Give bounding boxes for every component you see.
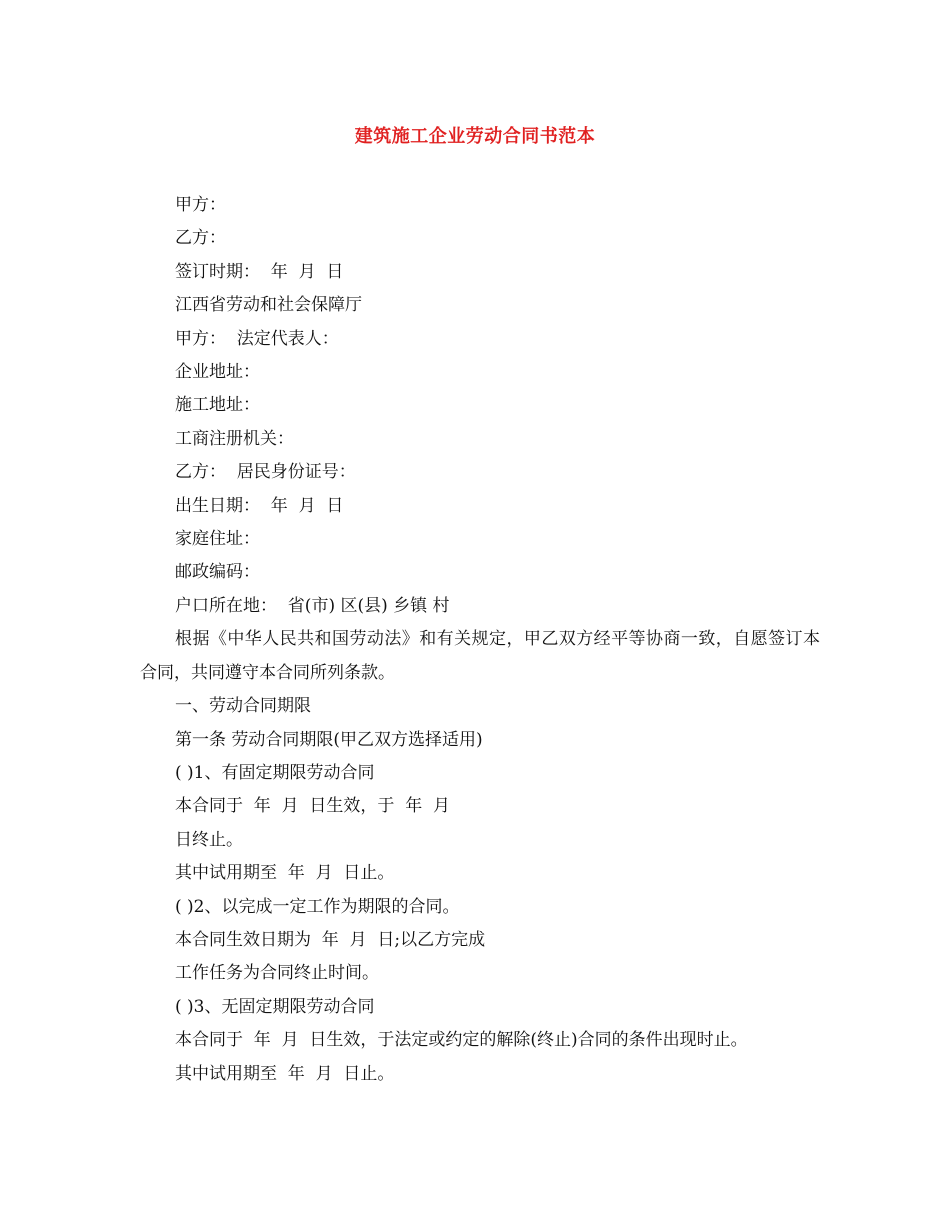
line-id-number: 乙方： 居民身份证号： xyxy=(175,462,356,483)
document-title: 建筑施工企业劳动合同书范本 xyxy=(354,126,596,147)
fixed-term-probation: 其中试用期至 年 月 日止。 xyxy=(175,863,395,884)
line-company-address: 企业地址： xyxy=(175,362,260,383)
line-party-a: 甲方： xyxy=(175,195,226,215)
open-ended-probation: 其中试用期至 年 月 日止。 xyxy=(175,1063,395,1084)
line-site-address: 施工地址： xyxy=(175,395,260,416)
open-ended-effective: 本合同于 年 月 日生效，于法定或约定的解除(终止)合同的条件出现时止。 xyxy=(175,1030,748,1051)
line-issuer: 江西省劳动和社会保障厅 xyxy=(175,295,362,316)
line-registration-authority: 工商注册机关： xyxy=(175,428,294,449)
line-birth-date: 出生日期： 年 月 日 xyxy=(175,495,344,516)
line-home-address: 家庭住址： xyxy=(175,529,260,550)
option-open-ended: ( )3、无固定期限劳动合同 xyxy=(175,996,375,1017)
option-fixed-term: ( )1、有固定期限劳动合同 xyxy=(175,762,375,783)
option-task-based: ( )2、以完成一定工作为期限的合同。 xyxy=(175,896,460,917)
line-postal-code: 邮政编码： xyxy=(175,562,260,583)
line-sign-date: 签订时期： 年 月 日 xyxy=(175,261,344,282)
line-party-b: 乙方： xyxy=(175,228,226,249)
article-one: 第一条 劳动合同期限(甲乙双方选择适用) xyxy=(175,729,483,750)
fixed-term-end: 日终止。 xyxy=(175,829,243,850)
intro-paragraph: 根据《中华人民共和国劳动法》和有关规定，甲乙双方经平等协商一致，自愿签订本合同，共同遵守本合同所列条款。 xyxy=(140,629,820,683)
task-based-end: 工作任务为合同终止时间。 xyxy=(175,963,379,984)
task-based-effective: 本合同生效日期为 年 月 日;以乙方完成 xyxy=(175,929,486,950)
line-household-registration: 户口所在地： 省(市) 区(县) 乡镇 村 xyxy=(175,595,450,616)
section-heading: 一、劳动合同期限 xyxy=(175,696,311,717)
line-legal-rep: 甲方： 法定代表人： xyxy=(175,328,339,349)
document-body xyxy=(140,189,820,1091)
fixed-term-effective: 本合同于 年 月 日生效，于 年 月 xyxy=(175,796,451,817)
